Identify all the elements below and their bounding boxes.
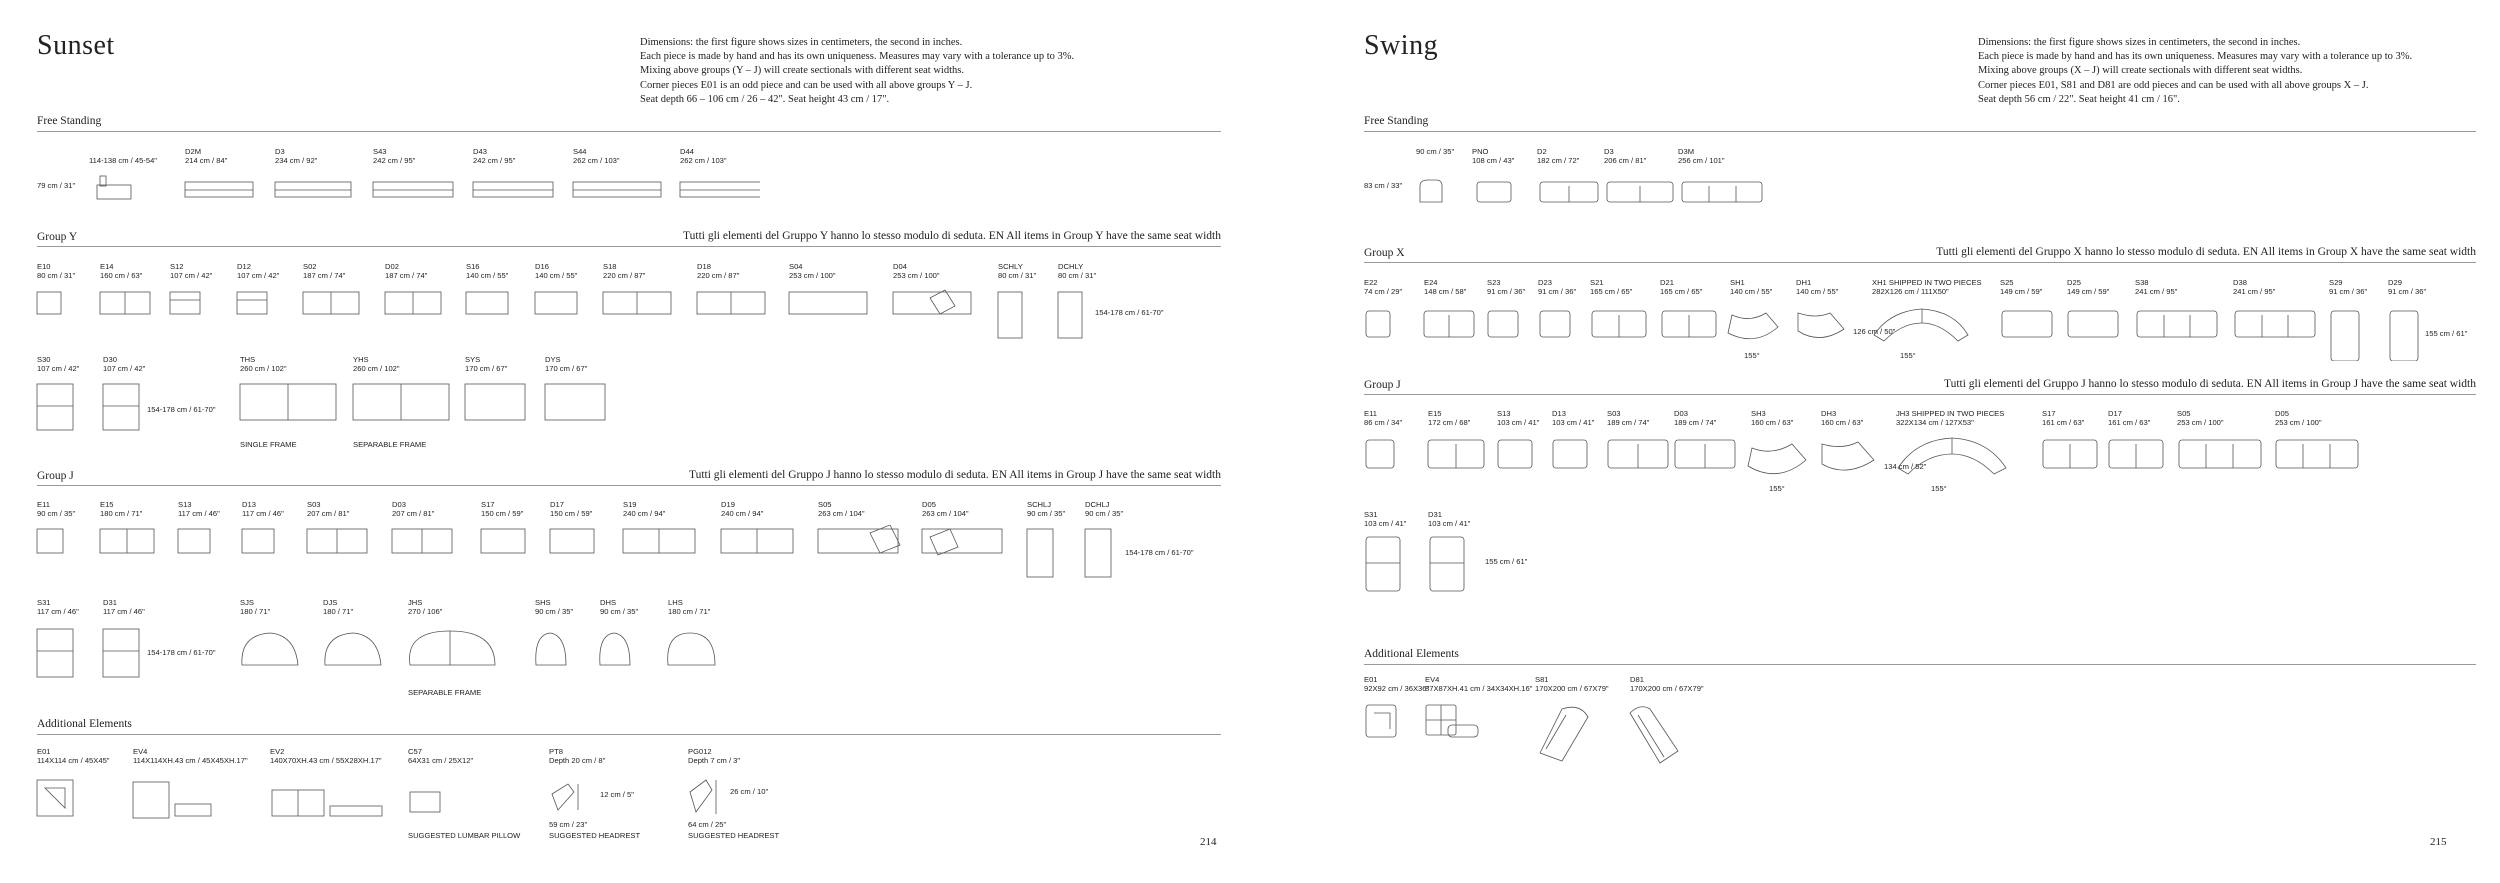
item-label: DJS 180 / 71" <box>323 598 354 617</box>
item-label: E10 80 cm / 31" <box>37 262 76 281</box>
note-line: Each piece is made by hand and has its own uniqueness. Measures may vary with a tolerance up to 3%. <box>1978 51 2413 63</box>
item-label: JHS 270 / 106" <box>408 598 443 617</box>
depth-label: 154-178 cm / 61-70" <box>1125 548 1194 557</box>
note-line: Each piece is made by hand and has its own uniqueness. Measures may vary with a tolerance up to 3%. <box>640 51 1075 63</box>
sofa-shape <box>373 182 453 197</box>
item-label: S16 140 cm / 55" <box>466 262 509 281</box>
item-label: DYS 170 cm / 67" <box>545 355 588 374</box>
item-label: E14 160 cm / 63" <box>100 262 143 281</box>
section-heading-group-j: Group J <box>1364 379 1401 391</box>
item-label: D04 253 cm / 100" <box>893 262 940 281</box>
depth-label: 154-178 cm / 61-70" <box>1095 308 1164 317</box>
divider <box>37 485 1221 486</box>
item-label: S13 103 cm / 41" <box>1497 409 1540 428</box>
frame-label: SEPARABLE FRAME <box>353 440 427 449</box>
item-label: SYS 170 cm / 67" <box>465 355 508 374</box>
note-line: Mixing above groups (X – J) will create sectionals with different seat widths. <box>1978 65 2303 77</box>
note-line: Seat depth 56 cm / 22". Seat height 41 cm / 16". <box>1978 93 2180 105</box>
item-label: D3 206 cm / 81" <box>1604 147 1647 166</box>
note-line: Dimensions: the first figure shows sizes in centimeters, the second in inches. <box>1978 37 2301 48</box>
item-label: S21 165 cm / 65" <box>1590 278 1633 297</box>
item-label: D12 107 cm / 42" <box>237 262 280 281</box>
item-label: PNO 108 cm / 43" <box>1472 147 1515 166</box>
item-label: E11 86 cm / 34" <box>1364 409 1403 428</box>
section-heading-group-j: Group J <box>37 470 74 482</box>
item-label: S04 253 cm / 100" <box>789 262 836 281</box>
item-label: DH3 160 cm / 63" <box>1821 409 1864 428</box>
divider <box>37 131 1221 132</box>
group-note: Tutti gli elementi del Gruppo J hanno lo stesso modulo di seduta. EN All items in Group J have the same seat width <box>688 469 1221 481</box>
item-label: S81 170X200 cm / 67X79" <box>1535 675 1609 694</box>
caption: SUGGESTED HEADREST <box>549 831 641 840</box>
item-label: S13 117 cm / 46" <box>178 500 220 519</box>
sofa-shape <box>573 182 661 197</box>
item-label: E24 148 cm / 58" <box>1424 278 1467 297</box>
dimension-label: 12 cm / 5" <box>600 790 634 799</box>
item-label: E01 92X92 cm / 36X36" <box>1364 675 1430 694</box>
item-label: D23 91 cm / 36" <box>1538 278 1577 297</box>
page-number: 214 <box>1200 836 1217 848</box>
item-label: S02 187 cm / 74" <box>303 262 346 281</box>
item-label: D44 262 cm / 103" <box>680 147 727 166</box>
item-label: S30 107 cm / 42" <box>37 355 80 374</box>
page-number: 215 <box>2430 836 2447 848</box>
item-label: SCHLJ 90 cm / 35" <box>1027 500 1066 519</box>
height-label: 83 cm / 33" <box>1364 181 1403 190</box>
height-label: 79 cm / 31" <box>37 181 76 190</box>
item-label: D13 103 cm / 41" <box>1552 409 1595 428</box>
item-label: D17 150 cm / 59" <box>550 500 593 519</box>
item-label: D03 207 cm / 81" <box>392 500 435 519</box>
item-label: S44 262 cm / 103" <box>573 147 620 166</box>
item-label: D3M 256 cm / 101" <box>1678 147 1725 166</box>
section-heading-free-standing: Free Standing <box>1364 115 1429 127</box>
dimension-label: 59 cm / 23" <box>549 820 588 829</box>
item-label: D29 91 cm / 36" <box>2388 278 2427 297</box>
item-label: S05 263 cm / 104" <box>818 500 865 519</box>
angle-label: 155° <box>1931 484 1947 493</box>
item-label: C57 64X31 cm / 25X12" <box>408 747 474 766</box>
item-label: D05 263 cm / 104" <box>922 500 969 519</box>
group-j-drawings <box>1250 434 2490 494</box>
page-title: Swing <box>1364 30 1439 61</box>
item-label: S31 117 cm / 46" <box>37 598 79 617</box>
caption: SUGGESTED HEADREST <box>688 831 780 840</box>
item-label: PT8 Depth 20 cm / 8" <box>549 747 606 766</box>
item-label: S43 242 cm / 95" <box>373 147 416 166</box>
divider <box>1364 131 2476 132</box>
item-label: E22 74 cm / 29" <box>1364 278 1403 297</box>
item-label: SCHLY 80 cm / 31" <box>998 262 1037 281</box>
depth-label: 134 cm / 52" <box>1884 462 1927 471</box>
item-label: SH1 140 cm / 55" <box>1730 278 1773 297</box>
item-label: 114-138 cm / 45-54" <box>89 156 157 165</box>
sofa-shape <box>473 182 553 197</box>
divider <box>37 246 1221 247</box>
depth-label: 154-178 cm / 61-70" <box>147 405 216 414</box>
dimension-label: 26 cm / 10" <box>730 787 769 796</box>
item-label: S17 150 cm / 59" <box>481 500 524 519</box>
group-j-row1-drawings <box>0 525 1130 581</box>
additional-drawings <box>0 770 760 830</box>
item-label: D13 117 cm / 46" <box>242 500 284 519</box>
divider <box>37 734 1221 735</box>
note-line: Seat depth 66 – 106 cm / 26 – 42". Seat height 43 cm / 17". <box>640 93 890 105</box>
item-label: D2M 214 cm / 84" <box>185 147 228 166</box>
item-label: D31 117 cm / 46" <box>103 598 145 617</box>
item-label: SHS 90 cm / 35" <box>535 598 574 617</box>
angle-label: 155° <box>1744 351 1760 360</box>
dimension-label: 64 cm / 25" <box>688 820 727 829</box>
item-label: D05 253 cm / 100" <box>2275 409 2322 428</box>
group-note: Tutti gli elementi del Gruppo J hanno lo stesso modulo di seduta. EN All items in Group J have the same seat width <box>1943 378 2476 390</box>
angle-label: 155° <box>1900 351 1916 360</box>
additional-drawings <box>1250 695 1750 770</box>
note-line: Mixing above groups (Y – J) will create sectionals with different seat widths. <box>640 65 964 77</box>
divider <box>1364 664 2476 665</box>
item-label: XH1 SHIPPED IN TWO PIECES 282X126 cm / 111X50" <box>1872 278 1982 297</box>
frame-label: SEPARABLE FRAME <box>408 688 482 697</box>
frame-label: SINGLE FRAME <box>240 440 297 449</box>
item-label: D2 182 cm / 72" <box>1537 147 1580 166</box>
section-heading-group-y: Group Y <box>37 231 78 243</box>
group-note: Tutti gli elementi del Gruppo Y hanno lo stesso modulo di seduta. EN All items in Group Y have the same seat width <box>683 230 1221 242</box>
angle-label: 155° <box>1769 484 1785 493</box>
item-label: D21 165 cm / 65" <box>1660 278 1703 297</box>
item-label: DCHLJ 90 cm / 35" <box>1085 500 1124 519</box>
depth-label: 126 cm / 50" <box>1853 327 1896 336</box>
item-label: S19 240 cm / 94" <box>623 500 666 519</box>
item-label: S31 103 cm / 41" <box>1364 510 1407 529</box>
item-label: D19 240 cm / 94" <box>721 500 764 519</box>
dimension-notes <box>1978 36 2500 107</box>
free-standing-drawings <box>0 170 760 210</box>
page-right <box>1250 0 2500 883</box>
dimension-notes <box>640 36 1240 107</box>
item-label: S05 253 cm / 100" <box>2177 409 2224 428</box>
item-label: E01 114X114 cm / 45X45" <box>37 747 110 766</box>
sofa-shape <box>275 182 351 197</box>
caption: SUGGESTED LUMBAR PILLOW <box>408 831 521 840</box>
section-heading-additional: Additional Elements <box>37 718 132 730</box>
armchair-shape <box>97 185 131 199</box>
section-heading-free-standing: Free Standing <box>37 115 102 127</box>
item-label: DHS 90 cm / 35" <box>600 598 639 617</box>
armchair-back-shape <box>100 176 106 186</box>
item-label: S29 91 cm / 36" <box>2329 278 2368 297</box>
depth-label: 155 cm / 61" <box>2425 329 2468 338</box>
item-label: SH3 160 cm / 63" <box>1751 409 1794 428</box>
item-label: S03 189 cm / 74" <box>1607 409 1650 428</box>
item-label: DCHLY 80 cm / 31" <box>1058 262 1097 281</box>
item-label: EV4 87X87XH.41 cm / 34X34XH.16" <box>1425 675 1533 694</box>
section-heading-additional: Additional Elements <box>1364 648 1459 660</box>
depth-label: 154-178 cm / 61-70" <box>147 648 216 657</box>
item-label: S03 207 cm / 81" <box>307 500 350 519</box>
group-note: Tutti gli elementi del Gruppo X hanno lo stesso modulo di seduta. EN All items in Group X have the same seat width <box>1936 246 2476 258</box>
group-y-row1-drawings <box>0 288 1100 340</box>
item-label: D03 189 cm / 74" <box>1674 409 1717 428</box>
free-standing-drawings <box>1250 172 1770 212</box>
item-label: E15 172 cm / 68" <box>1428 409 1471 428</box>
item-label: D16 140 cm / 55" <box>535 262 578 281</box>
group-y-row2-drawings <box>0 380 620 436</box>
item-label: THS 260 cm / 102" <box>240 355 287 374</box>
item-label: JH3 SHIPPED IN TWO PIECES 322X134 cm / 127X53" <box>1896 409 2005 428</box>
item-label: YHS 260 cm / 102" <box>353 355 400 374</box>
item-label: EV2 140X70XH.43 cm / 55X28XH.17" <box>270 747 382 766</box>
item-label: S38 241 cm / 95" <box>2135 278 2178 297</box>
divider <box>1364 394 2476 395</box>
item-label: D3 234 cm / 92" <box>275 147 318 166</box>
item-label: D31 103 cm / 41" <box>1428 510 1471 529</box>
group-x-drawings <box>1250 305 2450 361</box>
item-label: 90 cm / 35" <box>1416 147 1455 156</box>
item-label: PG012 Depth 7 cm / 3" <box>688 747 741 766</box>
item-label: E11 90 cm / 35" <box>37 500 76 519</box>
item-label: D02 187 cm / 74" <box>385 262 428 281</box>
item-label: EV4 114X114XH.43 cm / 45X45XH.17" <box>133 747 248 766</box>
item-label: D25 149 cm / 59" <box>2067 278 2110 297</box>
note-line: Corner pieces E01 is an odd piece and can be used with all above groups Y – J. <box>640 79 973 91</box>
module-shape <box>37 292 61 314</box>
group-j-row2-drawings <box>0 625 720 681</box>
item-label: E15 180 cm / 71" <box>100 500 143 519</box>
depth-label: 155 cm / 61" <box>1485 557 1528 566</box>
item-label: D38 241 cm / 95" <box>2233 278 2276 297</box>
item-label: SJS 180 / 71" <box>240 598 271 617</box>
item-label: S12 107 cm / 42" <box>170 262 213 281</box>
item-label: D17 161 cm / 63" <box>2108 409 2151 428</box>
item-label: S25 149 cm / 59" <box>2000 278 2043 297</box>
group-j-row2-drawings <box>1250 533 1500 593</box>
item-label: D18 220 cm / 87" <box>697 262 740 281</box>
item-label: LHS 180 cm / 71" <box>668 598 711 617</box>
divider <box>1364 262 2476 263</box>
item-label: S18 220 cm / 87" <box>603 262 646 281</box>
item-label: S23 91 cm / 36" <box>1487 278 1526 297</box>
sofa-shape <box>680 182 760 197</box>
item-label: DH1 140 cm / 55" <box>1796 278 1839 297</box>
item-label: D30 107 cm / 42" <box>103 355 146 374</box>
section-heading-group-x: Group X <box>1364 247 1405 259</box>
item-label: S17 161 cm / 63" <box>2042 409 2085 428</box>
item-label: D43 242 cm / 95" <box>473 147 516 166</box>
note-line: Corner pieces E01, S81 and D81 are odd pieces and can be used with all above groups X – J. <box>1978 79 2369 91</box>
item-label: D81 170X200 cm / 67X79" <box>1630 675 1704 694</box>
sofa-shape <box>185 182 253 197</box>
page-title: Sunset <box>37 30 115 61</box>
note-line: Dimensions: the first figure shows sizes in centimeters, the second in inches. <box>640 37 963 48</box>
